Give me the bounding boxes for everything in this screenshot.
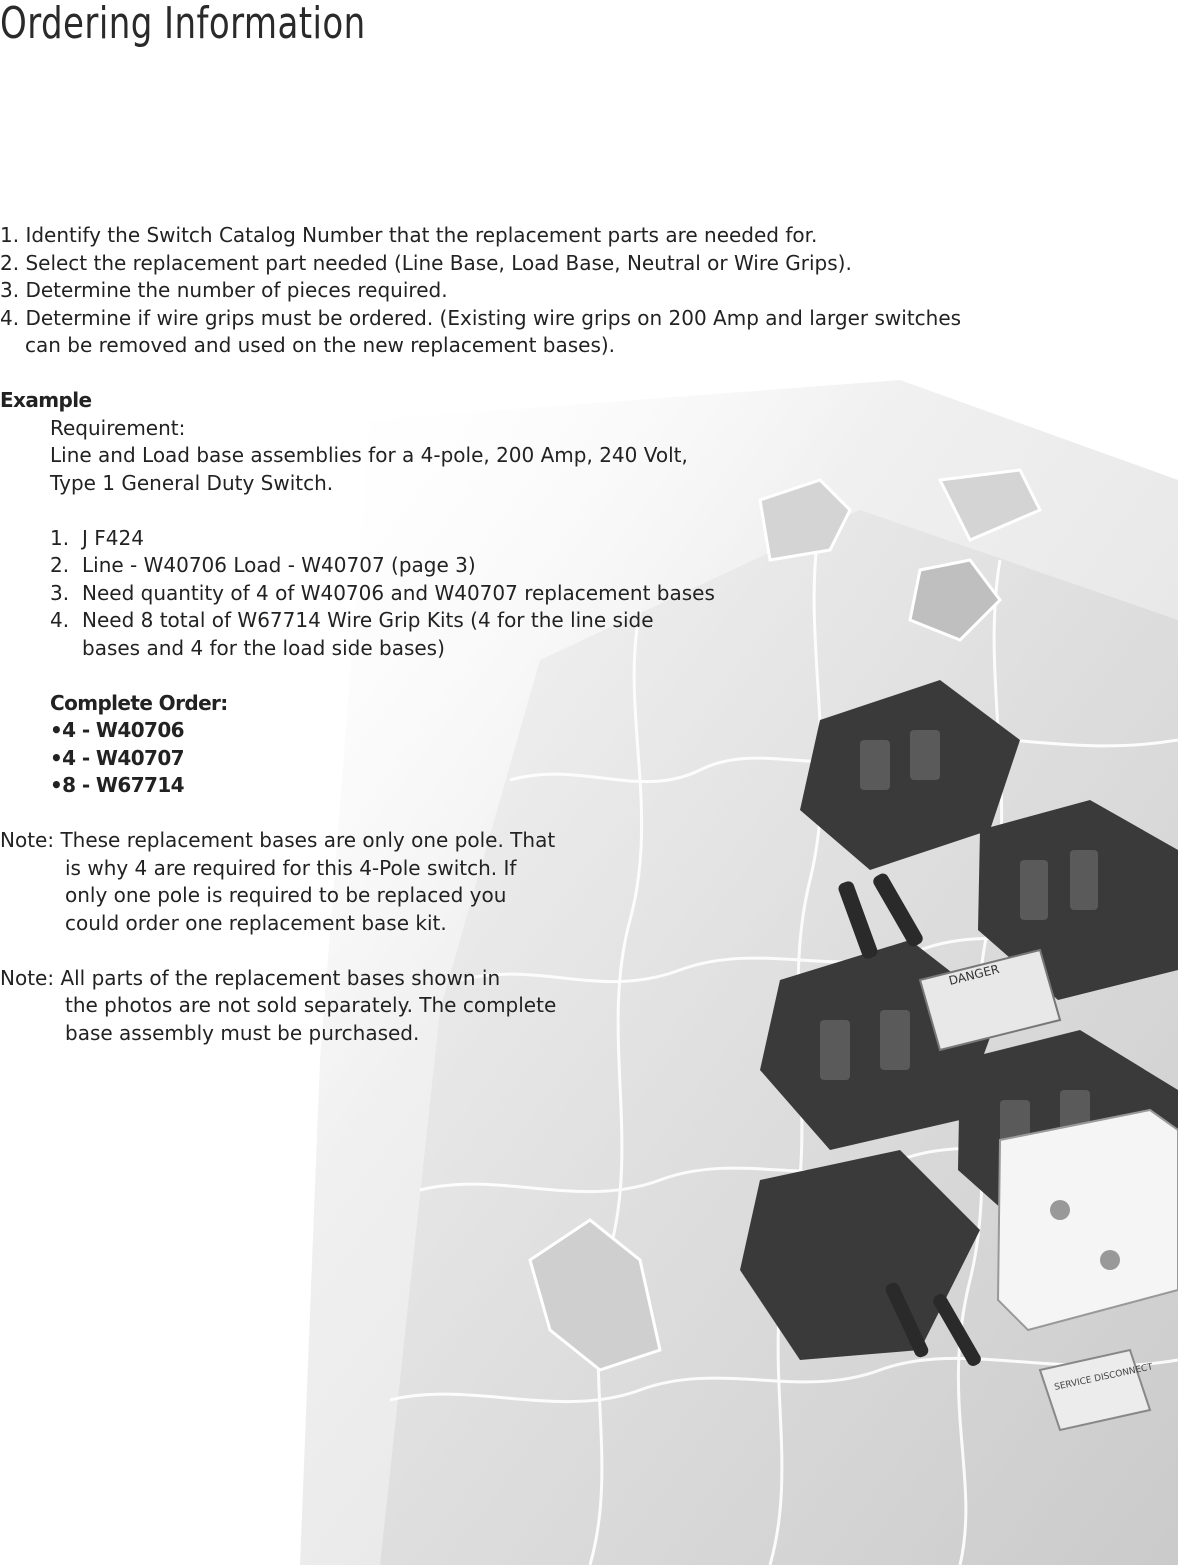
order-item-1: •4 - W40706	[50, 718, 184, 742]
requirement-line-2: Type 1 General Duty Switch.	[50, 470, 334, 495]
example-item-number: 1.	[50, 525, 70, 550]
note-1-line-2: is why 4 are required for this 4-Pole switch. If	[65, 855, 517, 880]
example-item-number: 4.	[50, 608, 70, 632]
ordering-content	[0, 222, 1120, 1047]
label-service-disconnect-text: SERVICE DISCONNECT	[1053, 1362, 1154, 1393]
example-item-4-continued: bases and 4 for the load side bases)	[82, 635, 445, 660]
note-1-line-4: could order one replacement base kit.	[65, 910, 447, 935]
note-2-first-line: Note: All parts of the replacement bases shown in	[0, 965, 501, 990]
example-item-number: 2.	[50, 553, 70, 577]
example-item-text: Line - W40706 Load - W40707 (page 3)	[82, 553, 476, 577]
example-item-2	[0, 552, 1120, 580]
example-item-1	[0, 525, 1120, 553]
example-item-4	[0, 607, 1120, 635]
example-item-text: Need 8 total of W67714 Wire Grip Kits (4 for the line side	[82, 608, 654, 632]
requirement-line-1: Line and Load base assemblies for a 4-pole, 200 Amp, 240 Volt,	[50, 443, 688, 467]
example-heading: Example	[0, 388, 92, 412]
label-danger-text: DANGER	[947, 961, 1001, 988]
example-item-3	[0, 580, 1120, 608]
step-4: 4. Determine if wire grips must be ordered. (Existing wire grips on 200 Amp and larger switches	[0, 305, 962, 330]
page-title: Ordering Information	[0, 0, 366, 49]
complete-order-heading: Complete Order:	[50, 690, 228, 715]
note-1-line-3: only one pole is required to be replaced you	[65, 883, 507, 907]
order-item-3: •8 - W67714	[50, 773, 184, 797]
note-2-line-2: the photos are not sold separately. The complete	[65, 993, 557, 1017]
example-item-text: Need quantity of 4 of W40706 and W40707 replacement bases	[82, 580, 715, 605]
order-item-2: •4 - W40707	[50, 745, 184, 770]
note-1-first-line: Note: These replacement bases are only one pole. That	[0, 828, 556, 852]
note-2-line-3: base assembly must be purchased.	[65, 1020, 420, 1045]
requirement-label: Requirement:	[50, 415, 186, 440]
step-3: 3. Determine the number of pieces required.	[0, 278, 448, 302]
step-1: 1. Identify the Switch Catalog Number that the replacement parts are needed for.	[0, 223, 818, 247]
step-2: 2. Select the replacement part needed (Line Base, Load Base, Neutral or Wire Grips).	[0, 250, 852, 275]
step-4-continued: can be removed and used on the new replacement bases).	[25, 333, 616, 357]
example-item-text: J F424	[82, 525, 144, 550]
example-item-number: 3.	[50, 580, 70, 605]
